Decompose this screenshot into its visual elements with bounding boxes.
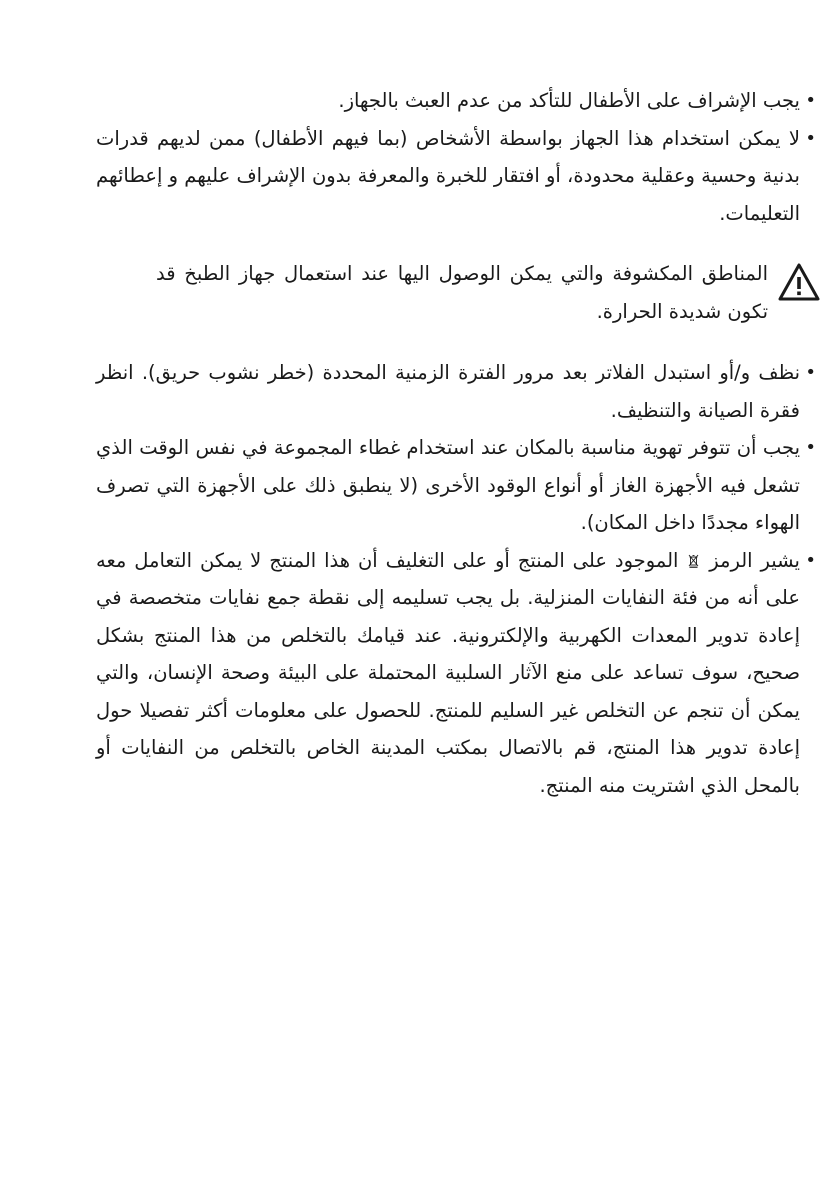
hot-surface-warning [96, 255, 816, 330]
list-item: • لا يمكن استخدام هذا الجهاز بواسطة الأشخاص (بما فيهم الأطفال) ممن لديهم قدرات بدنية وحسية وعقلية محدودة، أو افتقار للخبرة والمعرفة بدون الإشراف عليهم و إعطائهم التعليمات. [96, 120, 816, 233]
crossed-out-bin-icon [688, 554, 699, 568]
disposal-text-start: يشير الرمز [709, 548, 800, 572]
safety-list-bottom [96, 354, 816, 804]
list-item: • يجب أن تتوفر تهوية مناسبة بالمكان عند استخدام غطاء المجموعة في نفس الوقت الذي تشعل فيه الأجهزة الغاز أو أنواع الوقود الأخرى (لا ينطبق ذلك على الأجهزة التي تصرف الهواء مجددًا داخل المكان). [96, 429, 816, 542]
disposal-text-rest: الموجود على المنتج أو على التغليف أن هذا المنتج لا يمكن التعامل معه على أنه من فئة النفايات المنزلية. بل يجب تسليمه إلى نقطة جمع نفايات متخصصة في إعادة تدوير المعدات الكهربية والإلكترونية. عند قيامك بالتخلص من هذا المنتج بشكل صحيح، سوف تساعد على منع الآثار السلبية المحتملة على البيئة وصحة الإنسان، والتي يمكن أن تنجم عن التخلص غير السليم للمنتج. للحصول على معلومات أكثر تفصيلا حول إعادة تدوير هذا المنتج، قم بالاتصال بمكتب المدينة الخاص بالتخلص من النفايات أو بالمحل الذي اشتريت منه المنتج. [96, 548, 800, 797]
warning-triangle-icon [778, 263, 820, 301]
warning-text: المناطق المكشوفة والتي يمكن الوصول اليها عند استعمال جهاز الطبخ قد تكون شديدة الحرارة. [156, 262, 768, 323]
list-item: • يجب الإشراف على الأطفال للتأكد من عدم العبث بالجهاز. [96, 82, 816, 120]
safety-instructions [96, 82, 816, 804]
disposal-item [96, 542, 816, 805]
safety-list-top [96, 82, 816, 232]
list-item: • نظف و/أو استبدل الفلاتر بعد مرور الفترة الزمنية المحددة (خطر نشوب حريق). انظر فقرة الصيانة والتنظيف. [96, 354, 816, 429]
